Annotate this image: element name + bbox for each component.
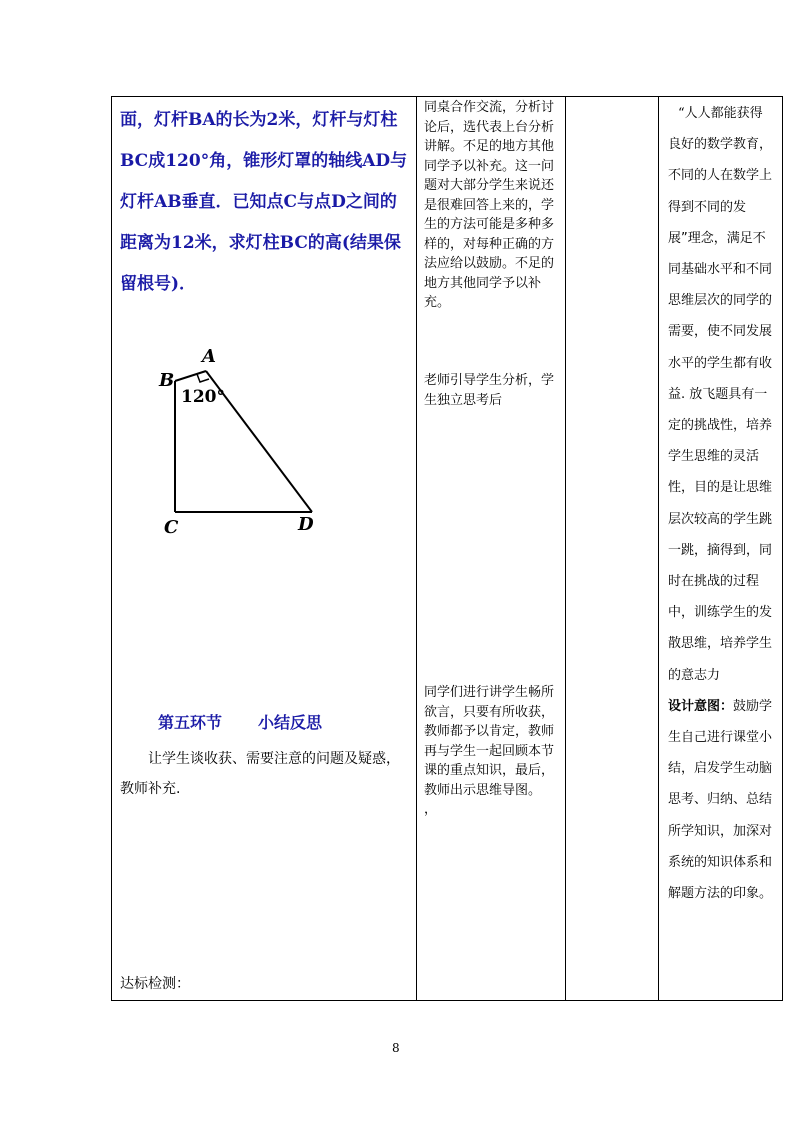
vertex-label-d: D (298, 514, 314, 535)
table-divider-3 (658, 96, 659, 1001)
triangle-figure (150, 345, 330, 545)
teacher-activity-3-text: 同学们进行讲学生畅所欲言，只要有所收获，教师都予以肯定，教师再与学生一起回顾本节课的重点知识，最后，教师出示思维导图。 (424, 685, 555, 798)
angle-label: 120° (181, 387, 225, 407)
problem-text: 面，灯杆BA的长为2米，灯杆与灯柱BC成120°角，锥形灯罩的轴线AD与灯杆AB垂直．已知点C与点D之间的距离为12米，求灯柱BC的高(结果保留根号)． (120, 110, 408, 294)
vertex-label-c: C (164, 517, 179, 538)
table-divider-1 (416, 96, 417, 1001)
right-angle-mark (197, 374, 209, 382)
vertex-label-a: A (202, 346, 216, 367)
teacher-activity-3-mark: ， (424, 802, 438, 817)
design-intent-text: 鼓励学生自己进行课堂小结，启发学生动脑思考、归纳、总结所学知识，加深对系统的知识体系和解题方法的印象。 (668, 698, 773, 902)
teacher-activity-3 (424, 683, 560, 820)
design-intent-column (668, 98, 776, 909)
design-text: 良好的数学教育，不同的人在数学上得到不同的发展”理念，满足不同基础水平和不同思维层次的同学的需要，使不同发展水平的学生都有收益. 放飞题具有一定的挑战性，培养学生思维的灵活性，目的是让思维层次较高的学生跳一跳，摘得到，同时在挑战的过程中，训练学生的发散思维，培养学生的意志力 (668, 137, 773, 683)
check-label: 达标检测： (120, 976, 190, 992)
segment-ba (175, 371, 206, 381)
vertex-label-b: B (159, 370, 175, 391)
section-title: 小结反思 (258, 713, 323, 732)
teacher-activity-1: 同桌合作交流，分析讨论后，选代表上台分析讲解。不足的地方其他同学予以补充。这一问题对大部分学生来说还是很难回答上来的，学生的方法可能是多种多样的，对每种正确的方法应给以鼓励。不足的地方其他同学予以补充。 (424, 100, 555, 310)
section-heading (158, 710, 322, 733)
design-quote: “人人都能获得 (678, 106, 763, 121)
table-bottom-border (111, 1000, 783, 1001)
page-number: 8 (392, 1041, 400, 1055)
teacher-activity-2: 老师引导学生分析，学生独立思考后 (424, 373, 555, 408)
table-right-border (782, 96, 783, 1001)
table-left-border (111, 96, 112, 1001)
summary-text: 让学生谈收获、需要注意的问题及疑惑，教师补充. (120, 751, 400, 797)
section-number: 第五环节 (158, 713, 223, 732)
table-divider-2 (565, 96, 566, 1001)
table-top-border (111, 96, 783, 97)
design-intent-label: 设计意图： (668, 698, 734, 714)
